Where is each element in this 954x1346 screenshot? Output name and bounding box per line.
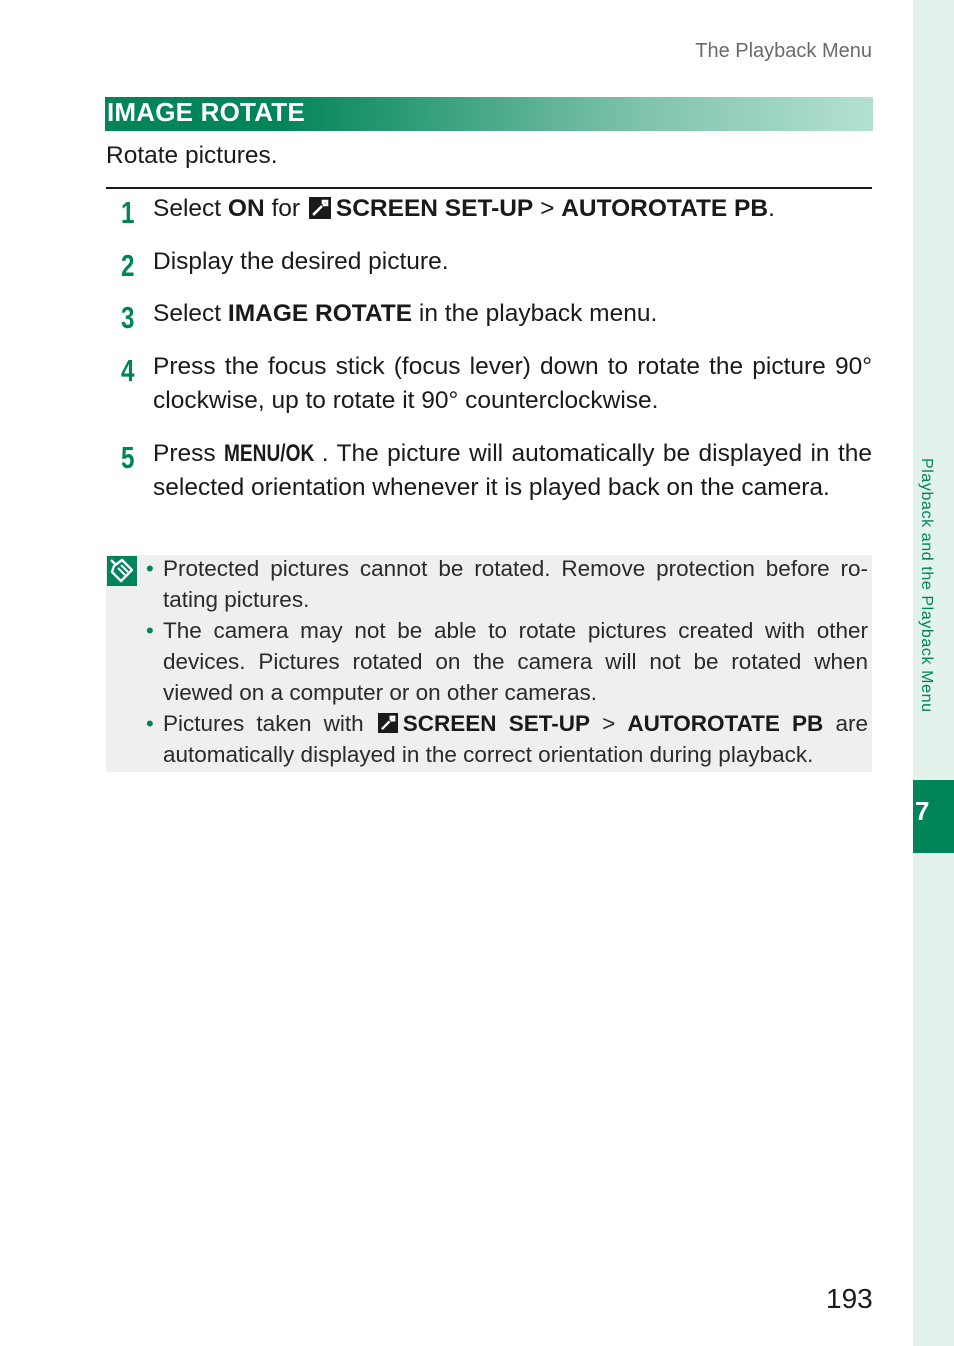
note-item [146,615,868,708]
step-text: Select [153,195,228,222]
bullet-icon: • [146,618,154,643]
wrench-icon [309,197,331,219]
note-icon [107,556,137,586]
menu-screen-setup: SCREEN SET-UP [402,711,590,736]
wrench-icon [378,713,398,733]
note-text: The camera may not be able to rotate pictures created with other devices. Pictures rotated on the camera will not be rotated when viewed on a computer or on other cameras. [163,618,868,705]
bullet-icon: • [146,556,154,581]
menu-autorotate-pb: AUTOROTATE PB [627,711,824,736]
chapter-label [913,458,954,773]
chapter-tab [913,780,954,853]
note-list [146,555,868,770]
note-item [146,708,868,770]
note-text: are automatically displayed in the correct orientation during playback. [163,711,868,767]
step-text: Press the focus stick (focus lever) down to rotate the picture 90° clockwise, up to rotate it 90° counterclockwise. [153,352,872,414]
section-title: IMAGE ROTATE [107,97,305,127]
step-number: 4 [121,352,135,388]
chapter-number: 7 [915,796,930,826]
menu-screen-setup: SCREEN SET-UP [335,195,534,222]
step-2 [106,245,872,283]
page-number: 193 [826,1283,873,1314]
step-4 [106,350,872,419]
step-number: 3 [121,300,135,335]
step-5 [106,437,872,506]
step-1 [106,192,872,230]
menu-autorotate-pb: AUTOROTATE PB [561,195,769,222]
note-text: Pictures taken with [163,711,376,736]
step-text: in the playback menu. [412,300,658,327]
step-number: 1 [121,195,135,230]
menu-image-rotate: IMAGE ROTATE [227,300,413,327]
note-box [106,555,872,772]
step-text: for [264,195,307,222]
step-text: Press [153,439,225,467]
note-text: > [589,711,628,736]
step-number: 2 [121,247,135,283]
chapter-label-text: Playback and the Playback Menu [918,458,935,713]
option-on: ON [227,195,265,222]
step-text: > [533,195,562,222]
step-text: . [768,195,775,222]
note-text: Protected pictures cannot be rotated. Remove protection before rotating pictures. [163,556,868,612]
step-text: Display the desired picture. [153,247,449,275]
divider [106,187,872,189]
note-item [146,553,868,615]
step-list [106,190,872,506]
step-3 [106,297,872,335]
step-number: 5 [121,439,135,475]
menu-ok-key: MENU/OK [224,439,315,467]
running-head: The Playback Menu [695,40,872,62]
section-title-bar [105,97,873,131]
section-intro: Rotate pictures. [106,142,278,169]
step-text: Select [153,300,228,327]
bullet-icon: • [146,711,154,736]
step-text: . The picture will automatically be displayed in the selected orientation whenever it is played back on the camera. [153,439,873,501]
